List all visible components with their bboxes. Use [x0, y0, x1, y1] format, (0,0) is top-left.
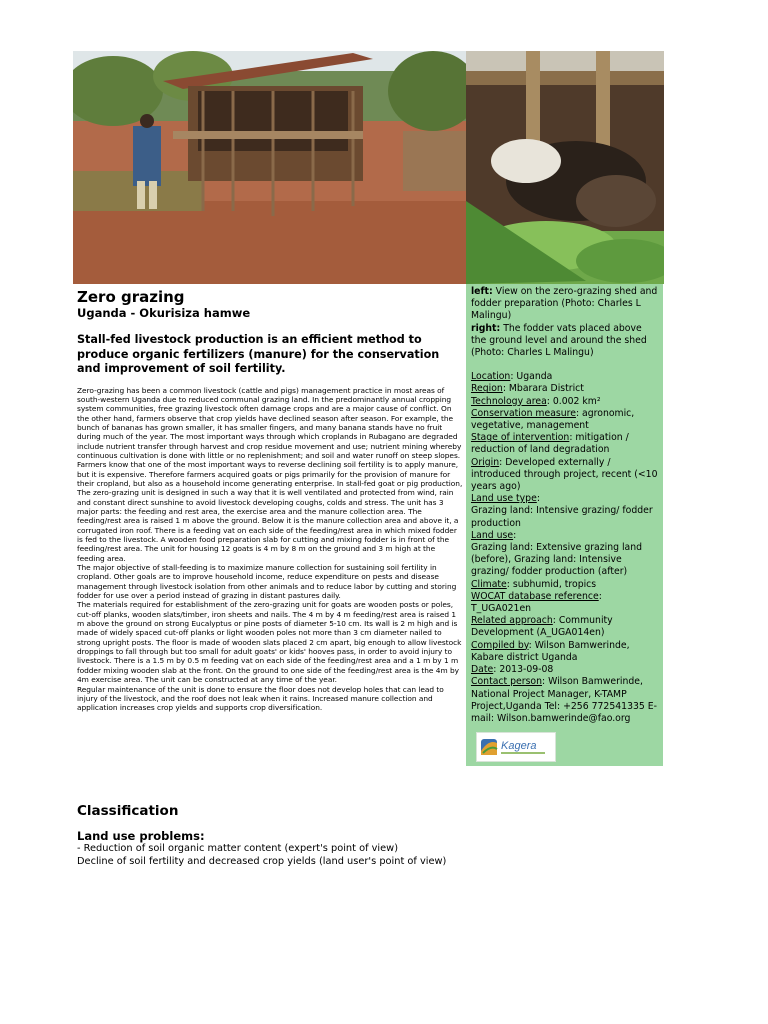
technology-area-value: : 0.002 km² — [546, 395, 601, 407]
origin-value: : Developed externally / introduced through project, recent (<10 years ago) — [471, 456, 658, 493]
main-content — [77, 288, 463, 713]
field-technology-area — [471, 396, 659, 408]
classification-section — [77, 803, 637, 868]
land-use-value: Grazing land: Extensive grazing land (before), Grazing land: Intensive grazing/ fodder production (after) — [471, 542, 643, 578]
field-location — [471, 371, 659, 383]
land-use-label: Land use — [471, 529, 514, 541]
photo-fodder-vats-goats — [466, 51, 664, 284]
location-value: : Uganda — [510, 371, 553, 383]
field-compiled-by — [471, 640, 659, 664]
land-use-problem-item: Decline of soil fertility and decreased crop yields (land user's point of view) — [77, 855, 447, 867]
land-use-problems-title: Land use problems: — [77, 829, 205, 843]
stage-value: : mitigation / reduction of land degradation — [471, 432, 629, 456]
origin-label: Origin — [471, 456, 500, 468]
caption-right-text: The fodder vats placed above the ground level and around the shed (Photo: Charles L Malingu) — [471, 322, 647, 359]
field-climate — [471, 579, 659, 591]
field-date — [471, 664, 659, 676]
classification-title: Classification — [77, 803, 179, 819]
date-label: Date — [471, 664, 494, 676]
compiled-by-label: Compiled by — [471, 639, 529, 651]
field-stage — [471, 432, 659, 456]
location-label: Location — [471, 371, 511, 383]
wocat-label: WOCAT database reference — [471, 590, 599, 602]
land-use-type-value: Grazing land: Intensive grazing/ fodder production — [471, 505, 653, 529]
body-text — [77, 386, 463, 713]
caption-left-label: left: — [471, 286, 493, 297]
wocat-value: T_UGA021en — [471, 603, 532, 615]
contact-value: : Wilson Bamwerinde, National Project Manager, K-TAMP Project,Uganda Tel: +256 772541335 E-mail: Wilson.bamwerinde@fao.org — [471, 676, 658, 724]
conservation-measure-label: Conservation measure — [471, 407, 576, 419]
contact-label: Contact person — [471, 676, 542, 688]
region-value: : Mbarara District — [502, 383, 584, 395]
colon: : — [598, 590, 602, 602]
caption-right-label: right: — [471, 322, 501, 334]
climate-value: : subhumid, tropics — [506, 578, 597, 590]
region-label: Region — [471, 383, 503, 395]
field-origin — [471, 457, 659, 494]
field-region — [471, 383, 659, 395]
field-conservation-measure — [471, 408, 659, 432]
field-related-approach — [471, 615, 659, 639]
caption-left-text: View on the zero-grazing shed and fodder preparation (Photo: Charles L Malingu) — [471, 286, 658, 322]
body-paragraph: Zero-grazing has been a common livestock (cattle and pigs) management practice in most areas of south-western Uganda due to reduced communal grazing land. In the predominantly annual cropping system communities, free grazing livestock often damage crops and are a major cause of conflict. On the other hand, farmers observe that crop yields have declined season after season. For example, the bunch of bananas has grown smaller, it has smaller fingers, and many banana stands have no fruit during much of the year. The most important ways through which croplands in Rubagano are degraded include nutrient transfer through harvest and crop residue movement and use; nutrient mining whereby continuous cultivation is done with little or no replenishment; and soil and water runoff on steep slopes. Farmers know that one of the most important ways to reverse declining soil fertility is to apply manure, but it is expensive. Therefore farmers acquired goats or pigs primarily for the provision of manure for their cropland, but also as a household income generating enterprise. In stall-fed goat or pig production, The zero-grazing unit is designed in such a way that it is well ventilated and protected from wind, rain and constant direct sunshine to avoid livestock developing coughs, colds and stress. The unit has 3 major parts: the feeding and rest area, the exercise area and the manure collection area. The feeding/rest area is raised 1 m above the ground. Below it is the manure collection area and above it, a corrugated iron roof. There is a feeding vat on each side of the feeding/rest area in which mixed fodder is fed to the livestock. A wooden food preparation slab for cutting and mixing fodder is in front of the feeding/rest area. The unit for housing 12 goats is 4 m by 8 m on the ground and 3 m high at the feeding area. — [77, 385, 463, 563]
body-paragraph: The materials required for establishment of the zero-grazing unit for goats are wooden posts or poles, cut-off planks, wooden slats/timber, iron sheets and nails. The 4 m by 4 m feeding/rest area is raised 1 m above the ground on strong Eucalyptus or pine posts of diameter 5-10 cm. Its wall is 2 m high and is made of widely spaced cut-off planks or light wooden poles not more than 3 cm diameter nailed to strong upright posts. The floor is made of wooden slats placed 2 cm apart, big enough to allow livestock droppings to fall through but too small for adult goats' or kids' hooves pass, in order to avoid injury to livestock. There is a 1.5 m by 0.5 m feeding vat on each side of the feeding/rest area and a 1 m by 1 m fodder mixing wooden slab at the front. On the ground to one side of the feeding/rest area is the 4m by 4m exercise area. The unit can be constructed at any time of the year. — [77, 600, 462, 685]
info-sidebar — [466, 284, 663, 766]
related-approach-value: : Community Development (A_UGA014en) — [471, 615, 613, 639]
logo-text: Kagera — [501, 740, 537, 752]
page-subtitle: Uganda - Okurisiza hamwe — [77, 306, 251, 320]
body-paragraph: Regular maintenance of the unit is done to ensure the floor does not develop holes that can lead to injury of the livestock, and the roof does not leak when it rains. Increased manure collection and application increases crop yields and supports crop diversification. — [77, 684, 444, 713]
lead-paragraph: Stall-fed livestock production is an efficient method to produce organic fertilizers (manure) for the conservation and improvement of soil fertility. — [77, 333, 440, 375]
kagera-logo — [476, 732, 556, 762]
land-use-type-label: Land use type — [471, 493, 537, 505]
caption-left — [471, 286, 659, 323]
climate-label: Climate — [471, 578, 507, 590]
compiled-by-value: : Wilson Bamwerinde, Kabare district Uganda — [471, 639, 630, 663]
stage-label: Stage of intervention — [471, 432, 570, 444]
field-land-use-type — [471, 493, 659, 505]
caption-right — [471, 323, 659, 360]
page-title: Zero grazing — [77, 288, 185, 306]
colon: : — [536, 493, 540, 505]
field-wocat — [471, 591, 659, 603]
land-use-problem-item: - Reduction of soil organic matter content (expert's point of view) — [77, 843, 399, 854]
date-value: : 2013-09-08 — [493, 664, 554, 676]
technology-area-label: Technology area — [471, 395, 547, 407]
photo-zero-grazing-shed — [73, 51, 466, 284]
related-approach-label: Related approach — [471, 615, 553, 627]
body-paragraph: The major objective of stall-feeding is to maximize manure collection for sustaining soil fertility in cropland. Other goals are to improve household income, reduce expenditure on pests and disease management through livestock isolation from other animals and to reduce labor by cutting and storing fodder for use over a period instead of grazing in distant pastures daily. — [77, 563, 457, 601]
conservation-measure-value: : agronomic, vegetative, management — [471, 407, 635, 432]
field-contact — [471, 676, 659, 725]
field-land-use — [471, 530, 659, 542]
colon: : — [513, 529, 517, 541]
